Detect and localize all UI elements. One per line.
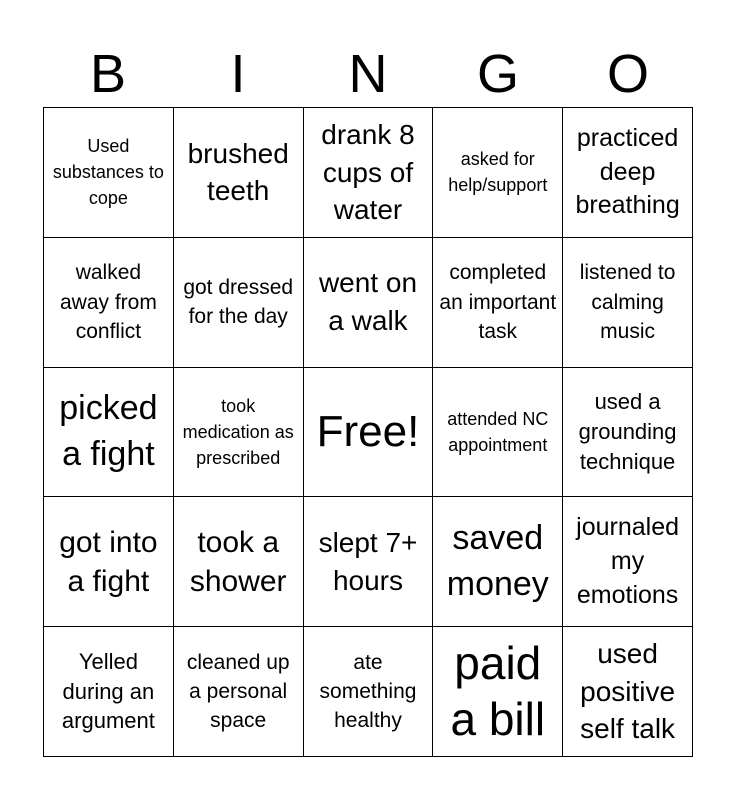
bingo-cell-r4-c2[interactable]: took a shower [174, 497, 304, 627]
bingo-cell-r1-c2[interactable]: brushed teeth [174, 108, 304, 238]
bingo-cell-r3-c5[interactable]: used a grounding technique [563, 368, 693, 498]
header-letter-n: N [348, 44, 388, 104]
bingo-cell-r2-c3[interactable]: went on a walk [304, 238, 434, 368]
bingo-cell-r2-c2[interactable]: got dressed for the day [174, 238, 304, 368]
bingo-cell-r3-c1[interactable]: picked a fight [44, 368, 174, 498]
bingo-cell-r4-c4[interactable]: saved money [433, 497, 563, 627]
bingo-cell-r5-c1[interactable]: Yelled during an argument [44, 627, 174, 757]
bingo-cell-r5-c4[interactable]: paid a bill [433, 627, 563, 757]
bingo-board [43, 107, 693, 757]
bingo-cell-r2-c5[interactable]: listened to calming music [563, 238, 693, 368]
header-letter-i: I [230, 44, 246, 104]
header-letter-g: G [476, 44, 519, 104]
bingo-cell-r1-c3[interactable]: drank 8 cups of water [304, 108, 434, 238]
header-letter-b: B [89, 44, 127, 104]
bingo-cell-r1-c4[interactable]: asked for help/support [433, 108, 563, 238]
bingo-cell-r2-c4[interactable]: completed an important task [433, 238, 563, 368]
bingo-cell-r1-c5[interactable]: practiced deep breathing [563, 108, 693, 238]
bingo-header [43, 40, 693, 108]
bingo-cell-r3-c2[interactable]: took medication as prescribed [174, 368, 304, 498]
bingo-cell-r4-c1[interactable]: got into a fight [44, 497, 174, 627]
bingo-cell-r4-c3[interactable]: slept 7+ hours [304, 497, 434, 627]
bingo-cell-r2-c1[interactable]: walked away from conflict [44, 238, 174, 368]
bingo-cell-free[interactable]: Free! [304, 368, 434, 498]
bingo-cell-r5-c5[interactable]: used positive self talk [563, 627, 693, 757]
bingo-cell-r1-c1[interactable]: Used substances to cope [44, 108, 174, 238]
header-letter-o: O [606, 44, 649, 104]
bingo-cell-r5-c2[interactable]: cleaned up a personal space [174, 627, 304, 757]
bingo-cell-r4-c5[interactable]: journaled my emotions [563, 497, 693, 627]
bingo-cell-r5-c3[interactable]: ate something healthy [304, 627, 434, 757]
bingo-cell-r3-c4[interactable]: attended NC appointment [433, 368, 563, 498]
